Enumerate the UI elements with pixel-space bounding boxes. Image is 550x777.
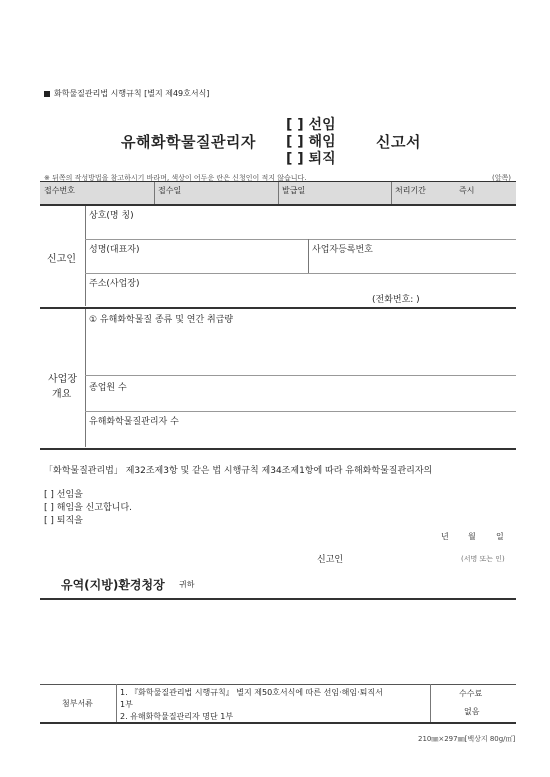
attachments-label: 첨부서류	[62, 699, 93, 708]
date-year-label: 년	[441, 532, 449, 541]
statement-option-retire[interactable]: [ ] 퇴직을	[44, 516, 83, 526]
issue-date-label: 발급일	[282, 186, 306, 195]
date-month-label: 월	[468, 532, 476, 541]
fee-label: 수수료	[459, 689, 483, 698]
title-option-retire: [ ] 퇴직	[286, 151, 336, 167]
date-day-label: 일	[496, 532, 504, 541]
representative-name-field[interactable]: 성명(대표자)	[89, 245, 140, 255]
signature-label: 신고인	[317, 555, 344, 565]
form-title: 유해화학물질관리자	[121, 133, 256, 151]
statement-option-appoint[interactable]: [ ] 선임을	[44, 490, 83, 500]
applicant-section-label: 신고인	[47, 254, 76, 265]
recipient-name: 유역(지방)환경청장	[61, 578, 165, 592]
signature-field[interactable]: (서명 또는 인)	[461, 555, 505, 563]
phone-number-field[interactable]: (전화번호: )	[372, 295, 420, 305]
fee-value: 없음	[464, 707, 480, 716]
processing-period-value: 즉시	[459, 186, 475, 195]
attachment-item-1-count: 1부	[120, 700, 133, 709]
statement-text: 「화학물질관리법」 제32조제3항 및 같은 법 시행규칙 제34조제1항에 따라 유해화학물질관리자의	[44, 466, 433, 476]
address-field[interactable]: 주소(사업장)	[89, 279, 140, 289]
manager-count-field[interactable]: 유해화학물질관리자 수	[89, 417, 179, 427]
page-side-label: (앞쪽)	[492, 174, 511, 182]
bullet-square-icon	[44, 91, 50, 97]
business-section-label-1: 사업장	[48, 374, 77, 385]
business-section-label-2: 개요	[52, 389, 72, 400]
business-registration-number-field[interactable]: 사업자등록번호	[312, 245, 373, 255]
title-option-dismiss: [ ] 해임	[286, 134, 336, 150]
instruction-note: ※ 뒤쪽의 작성방법을 참고하시기 바라며, 색상이 어두운 란은 신청인이 적지 않습니다.	[44, 174, 307, 182]
paper-spec: 210㎜×297㎜[백상지 80g/㎡]	[418, 735, 516, 743]
attachment-item-1: 1. 『화학물질관리법 시행규칙』 별지 제50호서식에 따른 선임·해임·퇴직서	[120, 688, 383, 697]
chemical-type-annual-volume-field[interactable]: ① 유해화학물질 종류 및 연간 취급량	[89, 315, 234, 325]
form-reference: 화학물질관리법 시행규칙 [별지 제49호서식]	[44, 88, 209, 99]
form-title-suffix: 신고서	[376, 133, 421, 151]
statement-option-dismiss[interactable]: [ ] 해임을 신고합니다.	[44, 503, 133, 513]
title-option-appoint: [ ] 선임	[286, 117, 336, 133]
processing-period-label: 처리기간	[395, 186, 426, 195]
attachment-item-2: 2. 유해화학물질관리자 명단 1부	[120, 712, 234, 721]
receipt-date-label: 접수일	[158, 186, 182, 195]
receipt-number-label: 접수번호	[44, 186, 75, 195]
employee-count-field[interactable]: 종업원 수	[89, 383, 127, 393]
company-name-field[interactable]: 상호(명 칭)	[89, 211, 134, 221]
recipient-suffix: 귀하	[179, 580, 195, 589]
